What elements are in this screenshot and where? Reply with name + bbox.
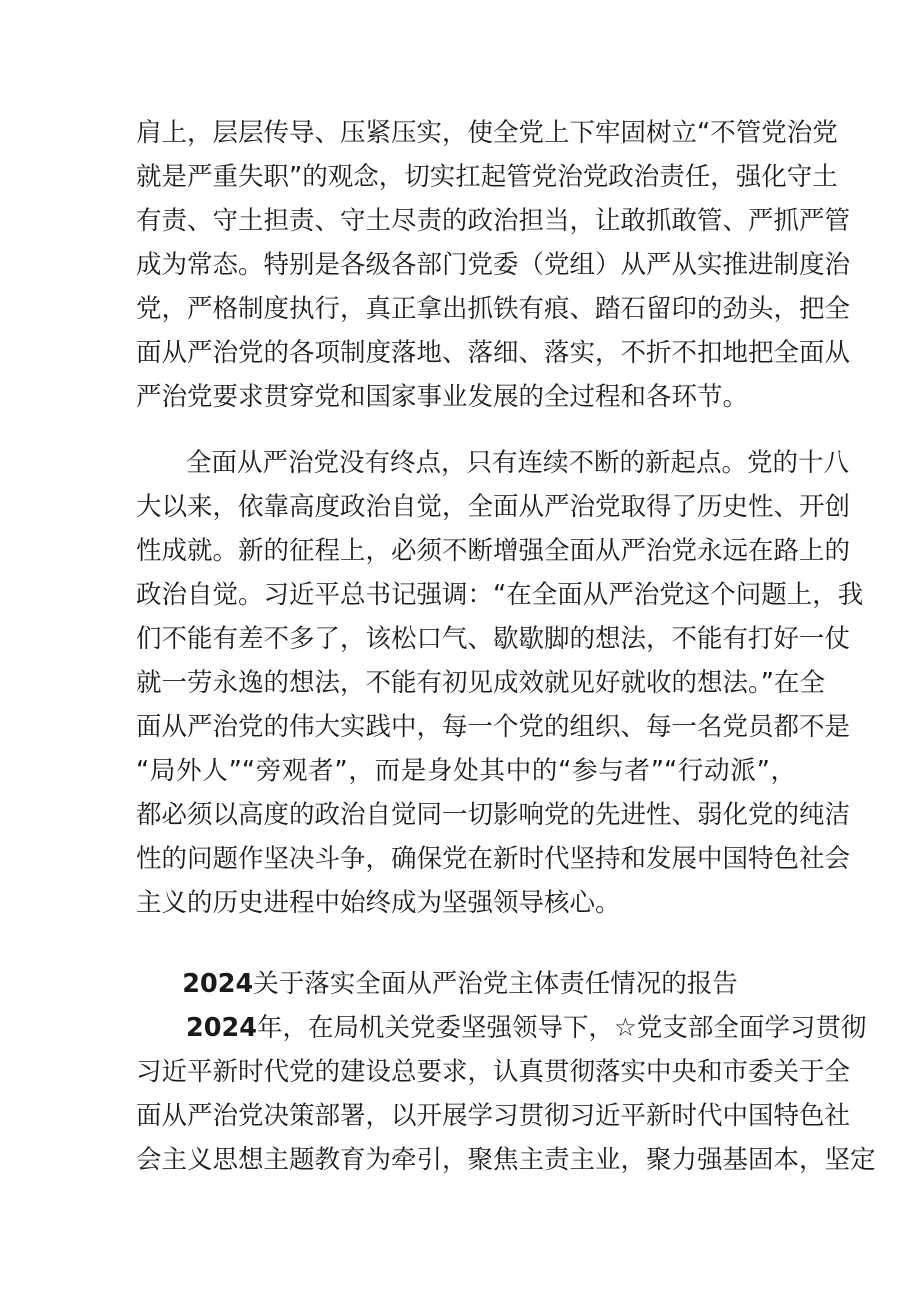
report-line: 面从严治党决策部署，以开展学习贯彻习近平新时代中国特色社 xyxy=(136,1101,851,1131)
paragraph-line: 性成就。新的征程上，必须不断增强全面从严治党永远在路上的 xyxy=(136,536,851,566)
report-first-line-year: 2024 xyxy=(186,1013,257,1043)
paragraph-line: 成为常态。特别是各级各部门党委（党组）从严从实推进制度治 xyxy=(136,250,851,280)
paragraph-line: 党，严格制度执行，真正拿出抓铁有痕、踏石留印的劲头，把全 xyxy=(136,294,851,324)
paragraph-line: 就一劳永逸的想法，不能有初见成效就见好就收的想法。”在全 xyxy=(136,668,825,698)
report-title-year: 2024 xyxy=(182,969,254,999)
paragraph-line: 面从严治党的伟大实践中，每一个党的组织、每一名党员都不是 xyxy=(136,712,851,742)
report-first-line xyxy=(186,1006,867,1050)
paragraph-line: 大以来，依靠高度政治自觉，全面从严治党取得了历史性、开创 xyxy=(136,492,851,522)
paragraph-line: 政治自觉。习近平总书记强调：“在全面从严治党这个问题上，我 xyxy=(136,580,864,610)
report-line: 习近平新时代党的建设总要求，认真贯彻落实中央和市委关于全 xyxy=(136,1057,851,1087)
paragraph-line: 主义的历史进程中始终成为坚强领导核心。 xyxy=(136,888,621,918)
paragraph-line: 肩上，层层传导、压紧压实，使全党上下牢固树立“不管党治党 xyxy=(136,118,838,148)
paragraph-line: 都必须以高度的政治自觉同一切影响党的先进性、弱化党的纯洁 xyxy=(136,800,851,830)
paragraph-line: 就是严重失职”的观念，切实扛起管党治党政治责任，强化守土 xyxy=(136,162,838,192)
report-first-line-text: 年，在局机关党委坚强领导下，☆党支部全面学习贯彻 xyxy=(256,1013,867,1043)
paragraph-line: 们不能有差不多了，该松口气、歇歇脚的想法，不能有打好一仗 xyxy=(136,624,851,654)
paragraph-line: “局外人”“旁观者”，而是身处其中的“参与者”“行动派”， xyxy=(136,756,796,786)
paragraph-line: 有责、守土担责、守土尽责的政治担当，让敢抓敢管、严抓严管 xyxy=(136,206,851,236)
paragraph-line: 面从严治党的各项制度落地、落细、落实，不折不扣地把全面从 xyxy=(136,338,851,368)
report-title xyxy=(0,962,920,1006)
paragraph-line: 严治党要求贯穿党和国家事业发展的全过程和各环节。 xyxy=(136,382,749,412)
paragraph-line: 性的问题作坚决斗争，确保党在新时代坚持和发展中国特色社会 xyxy=(136,844,851,874)
report-title-text: 关于落实全面从严治党主体责任情况的报告 xyxy=(253,969,738,999)
report-line: 会主义思想主题教育为牵引，聚焦主责主业，聚力强基固本，坚定 xyxy=(136,1145,876,1175)
paragraph-line: 全面从严治党没有终点，只有连续不断的新起点。党的十八 xyxy=(186,448,850,478)
